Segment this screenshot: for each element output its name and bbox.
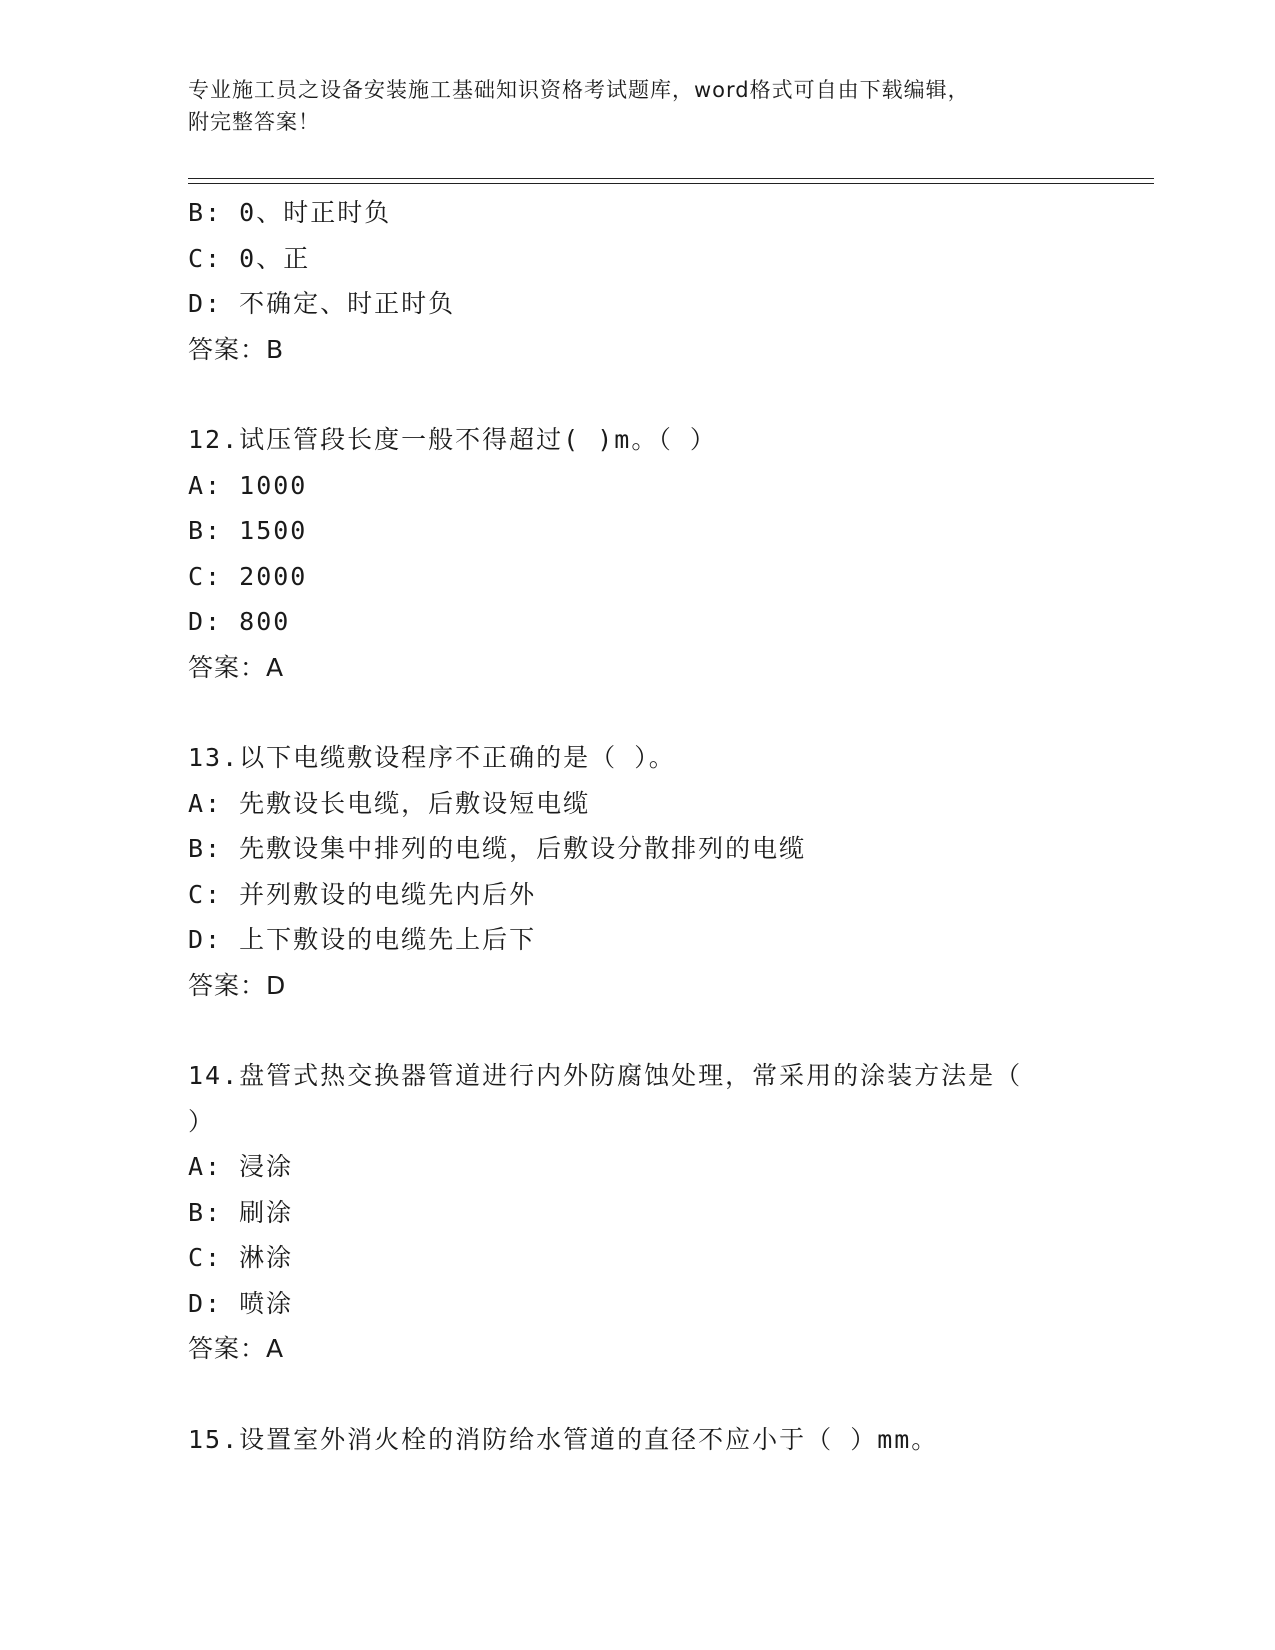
option-c: C: 淋涂 bbox=[188, 1243, 294, 1272]
option-d: D: 不确定、时正时负 bbox=[188, 289, 456, 318]
question-14 bbox=[188, 1053, 1128, 1372]
spacer bbox=[188, 690, 1128, 735]
question-12 bbox=[188, 417, 1128, 690]
question-13 bbox=[188, 735, 1128, 1008]
header-title-line-2: 附完整答案！ bbox=[188, 110, 320, 134]
option-d: D: 800 bbox=[188, 607, 291, 636]
question-15 bbox=[188, 1417, 1128, 1463]
question-text: 13.以下电缆敷设程序不正确的是（ ）。 bbox=[188, 743, 676, 772]
question-text: 12.试压管段长度一般不得超过( )m。（ ） bbox=[188, 425, 717, 454]
answer-line: 答案：D bbox=[188, 970, 287, 1000]
header-divider-top bbox=[188, 178, 1154, 179]
option-b: B: 刷涂 bbox=[188, 1197, 294, 1227]
option-b: B: 0、时正时负 bbox=[188, 198, 392, 227]
option-b: B: 1500 bbox=[188, 516, 308, 545]
answer-line: 答案：A bbox=[188, 1334, 285, 1363]
option-a: A: 1000 bbox=[188, 470, 308, 500]
question-11-partial bbox=[188, 190, 1128, 372]
document-header bbox=[188, 74, 1088, 138]
spacer bbox=[188, 1008, 1128, 1053]
question-text-line-2: ） bbox=[188, 1106, 216, 1136]
option-c: C: 2000 bbox=[188, 561, 308, 591]
option-c: C: 0、正 bbox=[188, 243, 311, 273]
option-a: A: 先敷设长电缆，后敷设短电缆 bbox=[188, 788, 591, 818]
option-b: B: 先敷设集中排列的电缆，后敷设分散排列的电缆 bbox=[188, 834, 807, 863]
spacer bbox=[188, 372, 1128, 417]
option-d: D: 上下敷设的电缆先上后下 bbox=[188, 925, 537, 954]
option-c: C: 并列敷设的电缆先内后外 bbox=[188, 879, 537, 909]
question-text-line-1: 14.盘管式热交换器管道进行内外防腐蚀处理，常采用的涂装方法是（ bbox=[188, 1061, 1023, 1090]
header-divider-bottom bbox=[188, 183, 1154, 184]
option-a: A: 浸涂 bbox=[188, 1152, 294, 1181]
header-title-line-1: 专业施工员之设备安装施工基础知识资格考试题库，word格式可自由下载编辑， bbox=[188, 78, 970, 102]
answer-line: 答案：B bbox=[188, 334, 285, 364]
question-list bbox=[188, 190, 1128, 1462]
option-d: D: 喷涂 bbox=[188, 1288, 294, 1318]
spacer bbox=[188, 1372, 1128, 1417]
answer-line: 答案：A bbox=[188, 652, 285, 682]
question-text: 15.设置室外消火栓的消防给水管道的直径不应小于（ ）mm。 bbox=[188, 1424, 939, 1454]
